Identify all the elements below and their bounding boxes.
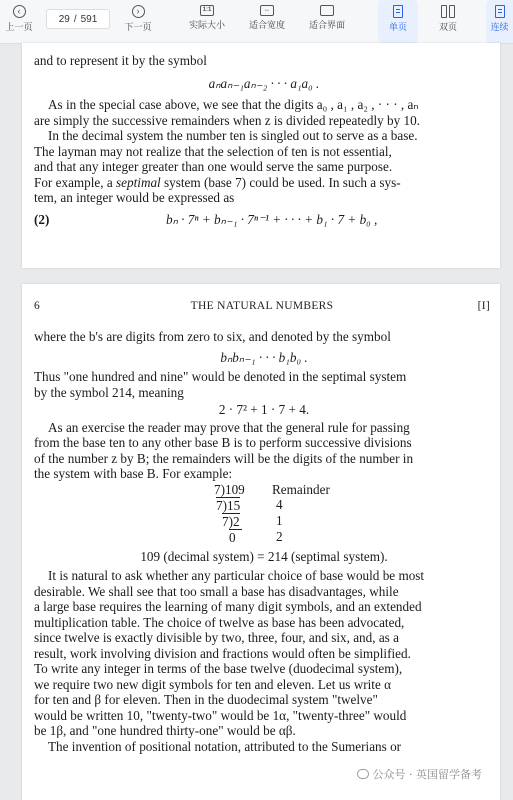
text-line: As an exercise the reader may prove that the general rule for passing (48, 419, 410, 435)
text-line: tem, an integer would be expressed as (34, 190, 235, 205)
double-page-button[interactable]: 双页 (428, 0, 468, 43)
fit-page-icon (320, 5, 334, 16)
single-page-button[interactable]: 单页 (378, 0, 418, 43)
text-line: are simply the successive remainders when z is divided repeatedly by 10. (34, 112, 420, 128)
single-page-icon (393, 5, 403, 18)
continuous-icon (495, 5, 505, 18)
text-line: As in the special case above, we see that the digits a₀ , a₁ , a₂ , · · · , aₙ (48, 97, 419, 112)
page-number-input[interactable] (46, 9, 110, 29)
text-line: for ten and β for eleven. Then in the duodecimal system "twelve" (34, 692, 378, 707)
text-line: multiplication table. The choice of twelve as base has been advocated, (34, 614, 405, 630)
remainder-value: 1 (276, 512, 283, 528)
chevron-left-icon: ‹ (13, 5, 26, 18)
page-separator: / (73, 13, 77, 25)
text-line: from the base ten to any other base B is to perform successive divisions (34, 435, 412, 450)
continuous-button[interactable]: 连续 (486, 0, 513, 43)
fit-page-button[interactable]: 适合界面 (303, 0, 351, 43)
remainder-header: Remainder (272, 481, 330, 497)
prev-page-button[interactable]: ‹ 上一页 (5, 6, 33, 33)
symbol-line: aₙaₙ₋₁aₙ₋₂ · · · a₁a₀ . (208, 75, 320, 91)
page-text (34, 53, 494, 227)
text-line: Thus "one hundred and nine" would be denoted in the septimal system (34, 369, 407, 384)
text-line: the system with base B. For example: (34, 466, 233, 481)
symbol-line: bₙbₙ₋₁ · · · b₁b₀ . (220, 349, 308, 365)
next-page-button[interactable]: › 下一页 (124, 6, 152, 33)
section-marker: [I] (477, 300, 490, 312)
chevron-right-icon: › (132, 5, 145, 18)
text-line: of the number z by B; the remainders will be the digits of the number in (34, 450, 414, 466)
division-row: 7)2 (222, 513, 240, 529)
running-title: THE NATURAL NUMBERS (190, 300, 334, 312)
page-text (34, 329, 494, 754)
text-line: In the decimal system the number ten is singled out to serve as a base. (48, 128, 418, 143)
total-pages: 591 (80, 13, 98, 25)
equation-2 (34, 212, 494, 228)
watermark: 公众号 · 英国留学备考 (357, 766, 483, 782)
equation-body: bₙ · 7ⁿ + bₙ₋₁ · 7ⁿ⁻¹ + · · · + b₁ · 7 + b₀ , (166, 211, 378, 227)
text-line: would be written 10, "twenty-two" would be 1α, "twenty-three" would (34, 707, 407, 723)
double-page-icon (428, 5, 468, 18)
viewer-toolbar (0, 0, 513, 44)
fit-width-icon: ↔ (260, 5, 274, 16)
division-example (34, 482, 494, 548)
text-line: where the b's are digits from zero to six, and denoted by the symbol (34, 329, 391, 344)
document-page-6 (22, 284, 500, 800)
text-line: a large base requires the learning of many digit symbols, and an extended (34, 599, 422, 614)
division-row: 7)109 (214, 481, 245, 497)
fit-width-button[interactable]: ↔ 适合宽度 (248, 7, 285, 31)
equation-number: (2) (34, 211, 50, 227)
text-line: desirable. We shall see that too small a base has disadvantages, while (34, 583, 399, 599)
text-line: be 1β, and "one hundred thirty-one" would be αβ. (34, 723, 296, 738)
current-page: 29 (58, 13, 70, 25)
text-line: result, work involving division and fractions would often be simplified. (34, 645, 411, 661)
division-row: 7)15 (216, 497, 241, 513)
actual-size-icon: 1:1 (200, 5, 214, 16)
text-line: For example, a septimal system (base 7) could be used. In such a sys- (34, 174, 401, 190)
text-line: we require two new digit symbols for ten and eleven. Let us write α (34, 676, 392, 692)
text-line: by the symbol 214, meaning (34, 384, 184, 400)
page-number: 6 (34, 300, 41, 312)
formula-line: 2 · 7² + 1 · 7 + 4. (218, 402, 310, 417)
actual-size-button[interactable]: 1:1 实际大小 (188, 7, 225, 31)
text-line: since twelve is exactly divisible by two, three, four, and six, and, as a (34, 630, 399, 645)
wechat-icon (357, 769, 369, 779)
text-line: To write any integer in terms of the base twelve (duodecimal system), (34, 661, 403, 676)
text-line: It is natural to ask whether any particular choice of base would be most (48, 568, 425, 583)
remainder-value: 2 (276, 528, 283, 544)
remainder-value: 4 (276, 496, 283, 512)
text-line: The layman may not realize that the selection of ten is not essential, (34, 143, 392, 159)
division-row: 0 (229, 529, 242, 546)
result-line: 109 (decimal system) = 214 (septimal system). (140, 548, 388, 564)
text-line: The invention of positional notation, attributed to the Sumerians or (48, 738, 402, 754)
text-line: and that any integer greater than one would serve the same purpose. (34, 159, 393, 174)
document-page-5 (22, 43, 500, 268)
text-line: and to represent it by the symbol (34, 53, 207, 68)
